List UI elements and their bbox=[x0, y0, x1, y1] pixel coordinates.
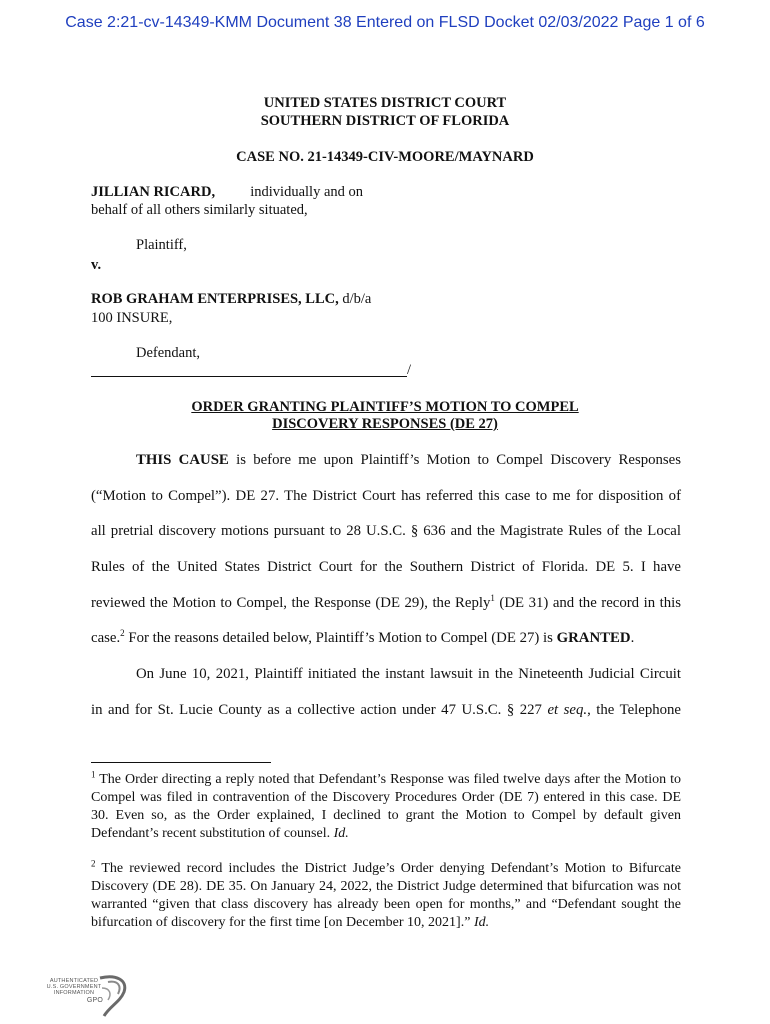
et-seq: et seq. bbox=[547, 702, 588, 718]
body-line-8 bbox=[91, 702, 681, 719]
plaintiff-description-cont: behalf of all others similarly situated, bbox=[91, 202, 308, 218]
footnote-ref-1[interactable]: 1 bbox=[490, 593, 495, 604]
footnote-ref-2[interactable]: 2 bbox=[120, 628, 125, 639]
defendant-name: ROB GRAHAM ENTERPRISES, LLC, bbox=[91, 291, 339, 307]
defendant-role: Defendant, bbox=[136, 345, 201, 361]
body-line-5 bbox=[91, 595, 681, 612]
footnote-id: Id. bbox=[333, 826, 349, 841]
body-text: For the reasons detailed below, Plaintiff’s Motion to Compel (DE 27) is bbox=[124, 630, 557, 646]
court-district: SOUTHERN DISTRICT OF FLORIDA bbox=[260, 113, 510, 129]
footnote-rule bbox=[91, 762, 271, 763]
plaintiff-name: JILLIAN RICARD, bbox=[91, 184, 216, 200]
body-line-2: (“Motion to Compel”). DE 27. The District Court has referred this case to me for disposition of bbox=[91, 488, 681, 504]
case-number: CASE NO. 21-14349-CIV-MOORE/MAYNARD bbox=[236, 149, 534, 165]
docket-stamp: Case 2:21-cv-14349-KMM Document 38 Entered on FLSD Docket 02/03/2022 Page 1 of 6 bbox=[65, 14, 705, 31]
body-line-7: On June 10, 2021, Plaintiff initiated the instant lawsuit in the Nineteenth Judicial Circuit bbox=[136, 666, 681, 682]
plaintiff-role: Plaintiff, bbox=[136, 237, 187, 253]
footnote-number: 2 bbox=[91, 858, 96, 869]
body-text: (DE 31) and the record in this bbox=[494, 595, 681, 611]
footnote-number: 1 bbox=[91, 769, 96, 780]
footnote-2 bbox=[91, 860, 681, 932]
body-line-6 bbox=[91, 630, 681, 647]
footnote-1 bbox=[91, 771, 681, 843]
caption-slash: / bbox=[407, 362, 412, 378]
order-title-cont: DISCOVERY RESPONSES (DE 27) bbox=[272, 416, 498, 432]
body-text: case. bbox=[91, 630, 121, 646]
body-line-3: all pretrial discovery motions pursuant to 28 U.S.C. § 636 and the Magistrate Rules of the Local bbox=[91, 523, 681, 539]
plaintiff-line bbox=[91, 184, 363, 201]
court-name: UNITED STATES DISTRICT COURT bbox=[263, 95, 507, 111]
plaintiff-description: individually and on bbox=[250, 184, 363, 200]
defendant-dba-name: 100 INSURE, bbox=[91, 310, 173, 326]
body-text: . bbox=[630, 630, 635, 646]
caption-rule bbox=[91, 376, 407, 377]
footnote-id: Id. bbox=[473, 915, 490, 930]
body-text: reviewed the Motion to Compel, the Response (DE 29), the Reply bbox=[91, 595, 491, 611]
gpo-seal-text-1: AUTHENTICATED bbox=[49, 978, 99, 984]
order-title: ORDER GRANTING PLAINTIFF’S MOTION TO COMPEL bbox=[191, 399, 579, 415]
body-line-4: Rules of the United States District Court for the Southern District of Florida. DE 5. I have bbox=[91, 559, 681, 575]
body-text: is before me upon Plaintiff’s Motion to Compel Discovery Responses bbox=[236, 452, 681, 468]
body-text: in and for St. Lucie County as a collective action under 47 U.S.C. § 227 bbox=[91, 702, 548, 718]
gpo-seal-text-4: GPO bbox=[86, 997, 104, 1004]
footnote-text: The Order directing a reply noted that Defendant’s Response was filed twelve days after the Motion to Compel was filed in contravention of the Discovery Procedures Order (DE 7) entered in this case. DE 30. Even so, as the Order explained, I declined to grant the Motion to Compel by default given Defendant’s recent substitution of counsel. bbox=[91, 772, 681, 841]
body-text: , the Telephone bbox=[587, 702, 681, 718]
footnote-text: The reviewed record includes the District Judge’s Order denying Defendant’s Motion to Bifurcate Discovery (DE 28). DE 35. On January 24, 2022, the District Judge determined that bifurcation was not warranted “given that class discovery has already been open for months,” and “Defendant sought the bifurcation of discovery for the first time [on December 10, 2021].” bbox=[91, 861, 681, 930]
granted: GRANTED bbox=[556, 630, 631, 646]
gpo-seal-text-2: U.S. GOVERNMENT bbox=[46, 984, 102, 990]
defendant-dba: d/b/a bbox=[342, 291, 372, 307]
body-line-1 bbox=[136, 452, 681, 469]
gpo-seal-text-3: INFORMATION bbox=[53, 990, 95, 996]
defendant-line bbox=[91, 291, 371, 308]
this-cause: THIS CAUSE bbox=[136, 452, 229, 468]
versus: v. bbox=[91, 257, 102, 273]
